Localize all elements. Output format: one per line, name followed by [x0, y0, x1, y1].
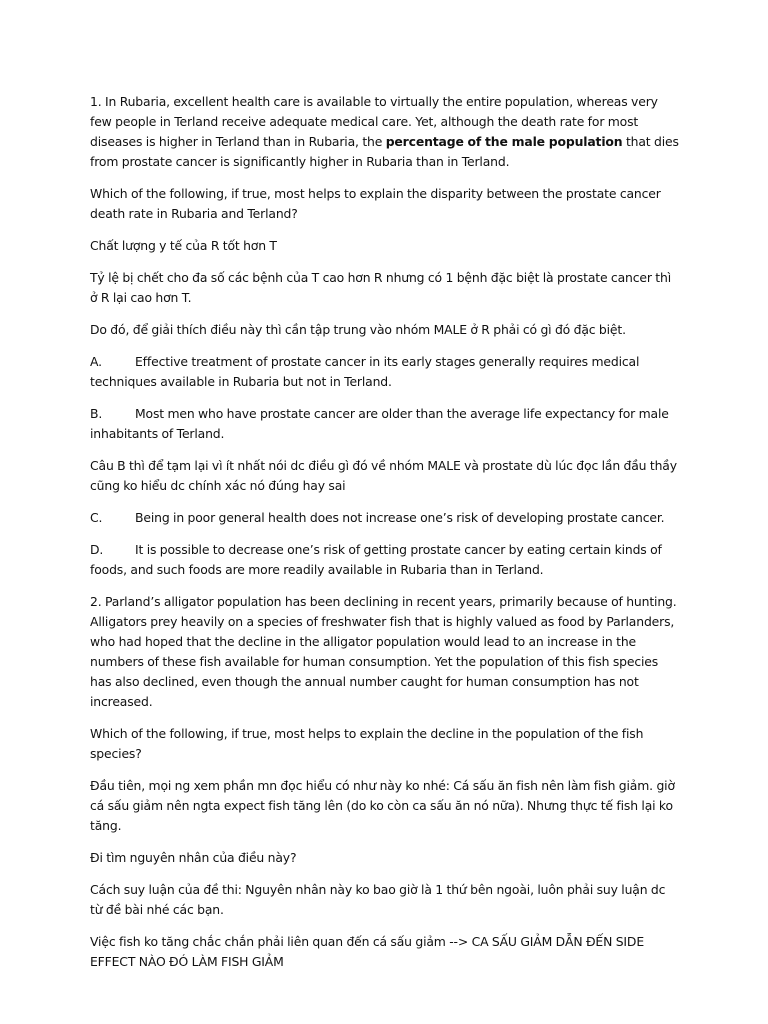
q1-option-b — [90, 404, 680, 444]
option-c-text: Being in poor general health does not increase one’s risk of developing prostate cancer. — [135, 510, 665, 525]
q1-option-a — [90, 352, 680, 392]
q2-note-reading: Đầu tiên, mọi ng xem phần mn đọc hiểu có như này ko nhé: Cá sấu ăn fish nên làm fish giảm. giờ cá sấu giảm nên ngta expect fish tăng lên (do ko còn ca sấu ăn nó nữa). Nhưng thực tế fish lại ko tăng. — [90, 778, 675, 833]
q2-note-reasoning: Cách suy luận của đề thi: Nguyên nhân này ko bao giờ là 1 thứ bên ngoài, luôn phải suy luận dc từ đề bài nhé các bạn. — [90, 882, 666, 917]
q1-option-d — [90, 540, 680, 580]
q1-option-c — [90, 508, 680, 528]
option-d-text: It is possible to decrease one’s risk of getting prostate cancer by eating certain kinds of foods, and such foods are more readily available in Rubaria than in Terland. — [90, 542, 662, 577]
q1-note-focus-male: Do đó, để giải thích điều này thì cần tập trung vào nhóm MALE ở R phải có gì đó đặc biệt. — [90, 322, 626, 337]
q1-text-start: 1. In Rubaria, excellent health care is available to virtually the entire population, whereas very few people in Terland receive adequate medical care. Yet, although the death rate for most diseases is higher in Terland than in Rubaria, the — [90, 94, 658, 149]
option-a-letter: A. — [90, 354, 102, 369]
q1-note-quality: Chất lượng y tế của R tốt hơn T — [90, 238, 277, 253]
q2-note-side-effect: Việc fish ko tăng chắc chắn phải liên quan đến cá sấu giảm --> CA SẤU GIẢM DẪN ĐẾN SIDE EFFECT NÀO ĐÓ LÀM FISH GIẢM — [90, 934, 645, 969]
q2-question: Which of the following, if true, most helps to explain the decline in the population of the fish species? — [90, 726, 644, 761]
q1-stimulus — [90, 92, 680, 172]
option-b-text: Most men who have prostate cancer are older than the average life expectancy for male inhabitants of Terland. — [90, 406, 669, 441]
q1-note-option-b: Câu B thì để tạm lại vì ít nhất nói dc điều gì đó về nhóm MALE và prostate dù lúc đọc lần đầu thầy cũng ko hiểu dc chính xác nó đúng hay sai — [90, 458, 677, 493]
q1-note-death-rate: Tỷ lệ bị chết cho đa số các bệnh của T cao hơn R nhưng có 1 bệnh đặc biệt là prostate cancer thì ở R lại cao hơn T. — [90, 270, 672, 305]
q1-question: Which of the following, if true, most helps to explain the disparity between the prostate cancer death rate in Rubaria and Terland? — [90, 186, 661, 221]
q1-text-end: that dies from prostate cancer is significantly higher in Rubaria than in Terland. — [90, 134, 679, 169]
q1-bold-phrase: percentage of the male population — [385, 134, 623, 149]
option-d-letter: D. — [90, 542, 104, 557]
q2-note-find-cause: Đi tìm nguyên nhân của điều này? — [90, 850, 297, 865]
option-c-letter: C. — [90, 510, 103, 525]
option-a-text: Effective treatment of prostate cancer in its early stages generally requires medical techniques available in Rubaria but not in Terland. — [90, 354, 640, 389]
q2-stimulus: 2. Parland’s alligator population has been declining in recent years, primarily because of hunting. Alligators prey heavily on a species of freshwater fish that is highly valued as food by Parlanders, who had hoped that the decline in the alligator population would lead to an increase in the numbers of these fish available for human consumption. Yet the population of this fish species has also declined, even though the annual number caught for human consumption has not increased. — [90, 594, 677, 709]
option-b-letter: B. — [90, 406, 103, 421]
